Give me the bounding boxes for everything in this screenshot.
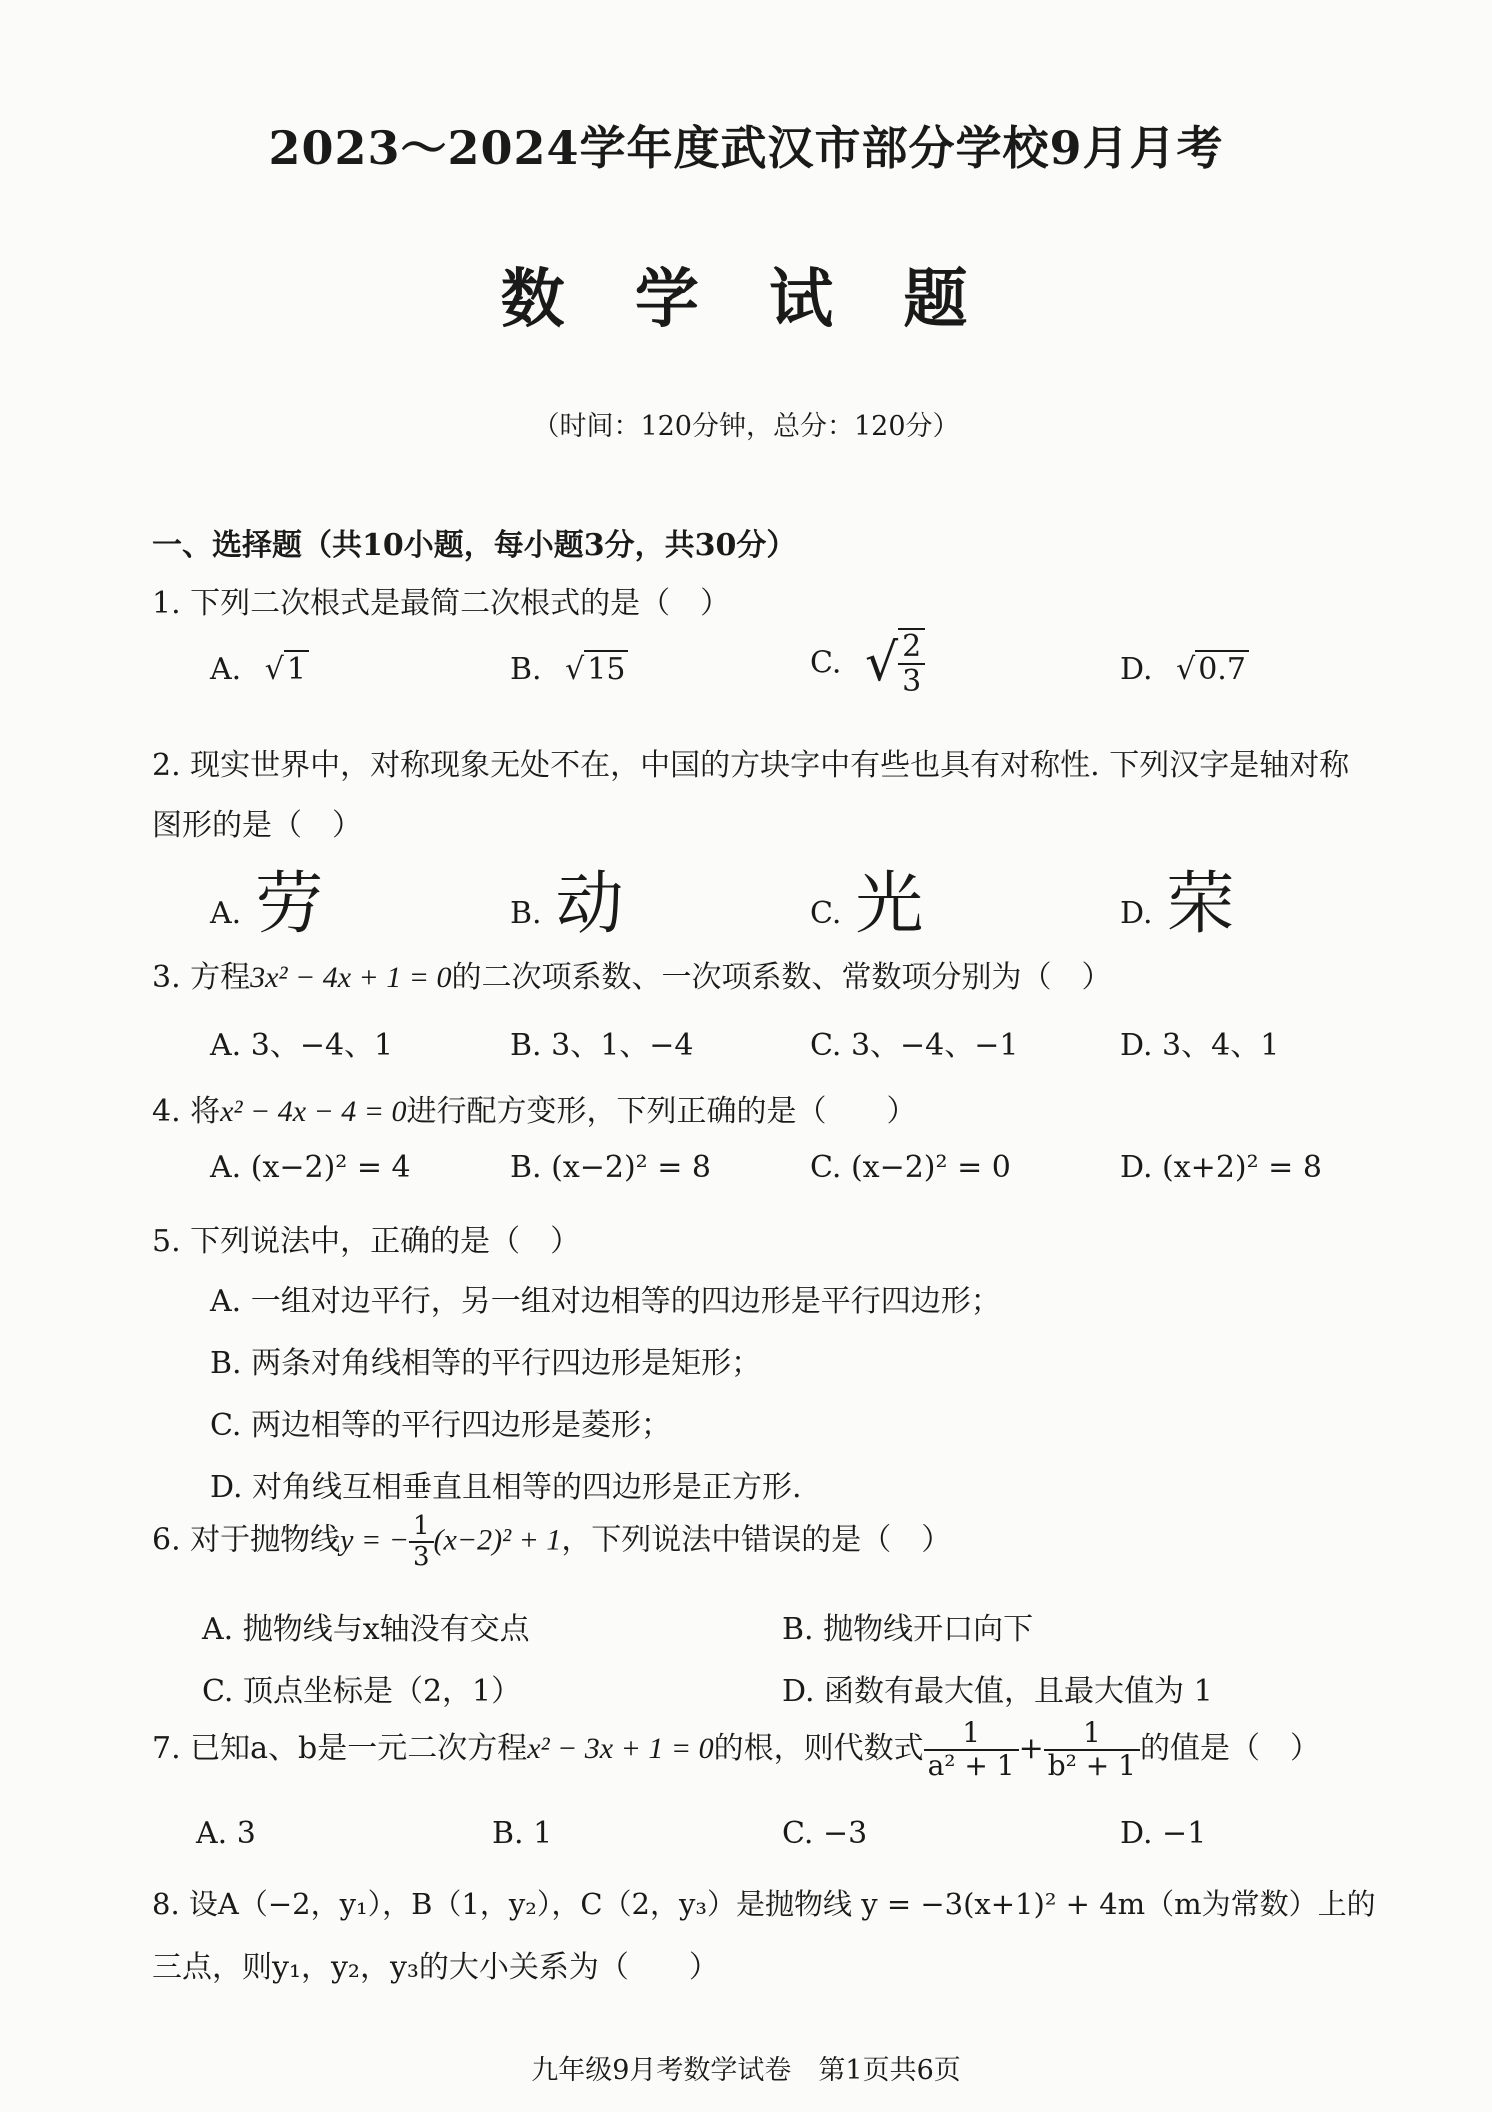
page-footer: 九年级9月考数学试卷 第1页共6页 — [531, 2055, 961, 2086]
q3-option-b: B. 3、1、−4 — [510, 1028, 694, 1063]
stem-text: 的根，则代数式 — [713, 1730, 924, 1766]
plus-sign: + — [1018, 1730, 1044, 1766]
question-8-stem-cont: 三点，则y₁，y₂，y₃的大小关系为（ ） — [152, 1950, 719, 1985]
q5-option-d: D. 对角线互相垂直且相等的四边形是正方形. — [210, 1470, 802, 1505]
numerator: 1 — [924, 1718, 1019, 1751]
q4-option-d: D. (x+2)² = 8 — [1120, 1150, 1322, 1185]
q1-option-c — [810, 628, 925, 698]
stem-text: 4. 将 — [152, 1094, 221, 1129]
q7-option-d: D. −1 — [1120, 1816, 1207, 1851]
option-label: B. — [510, 652, 542, 687]
q4-option-b: B. (x−2)² = 8 — [510, 1150, 711, 1185]
numerator: 1 — [1044, 1718, 1140, 1751]
q2-option-b — [510, 850, 624, 947]
sqrt-sign: √ — [864, 633, 899, 693]
denominator: 3 — [412, 1541, 430, 1572]
option-label: A. — [210, 896, 242, 931]
option-label: A. — [210, 652, 242, 687]
equation: x² − 3x + 1 = 0 — [527, 1731, 714, 1765]
q6-option-d: D. 函数有最大值，且最大值为 1 — [782, 1674, 1213, 1709]
chinese-character: 动 — [555, 865, 624, 944]
option-label: C. — [810, 645, 842, 681]
q6-option-b: B. 抛物线开口向下 — [782, 1612, 1034, 1647]
question-6-stem — [152, 1512, 951, 1571]
equation-part: (x−2)² + 1 — [433, 1523, 562, 1557]
equation-part: y = − — [340, 1523, 409, 1557]
stem-text: 的二次项系数、一次项系数、常数项分别为（ ） — [451, 960, 1112, 995]
question-1-stem: 1. 下列二次根式是最简二次根式的是（ ） — [152, 586, 731, 621]
subject-title: 数 学 试 题 — [500, 262, 992, 337]
section-heading: 一、选择题（共10小题，每小题3分，共30分） — [152, 528, 797, 563]
q3-option-a: A. 3、−4、1 — [210, 1028, 394, 1063]
question-5-stem: 5. 下列说法中，正确的是（ ） — [152, 1224, 581, 1259]
numerator: 1 — [409, 1512, 434, 1543]
question-2-stem-cont: 图形的是（ ） — [152, 808, 362, 843]
question-2-stem: 2. 现实世界中，对称现象无处不在，中国的方块字中有些也具有对称性. 下列汉字是轴对称 — [152, 748, 1350, 783]
radicand: 15 — [584, 650, 628, 687]
option-label: B. — [510, 896, 542, 931]
option-label: D. — [1120, 652, 1153, 687]
q6-option-a: A. 抛物线与x轴没有交点 — [202, 1612, 530, 1647]
exam-info: （时间：120分钟，总分：120分） — [532, 411, 960, 442]
q2-option-d — [1120, 850, 1235, 947]
chinese-character: 劳 — [255, 865, 324, 944]
fraction — [1044, 1718, 1140, 1782]
q3-option-d: D. 3、4、1 — [1120, 1028, 1280, 1063]
q7-option-b: B. 1 — [492, 1816, 553, 1851]
denominator: a² + 1 — [927, 1748, 1015, 1782]
denominator: 3 — [902, 664, 922, 699]
q1-option-a — [210, 652, 309, 687]
stem-text: 的值是（ ） — [1139, 1730, 1320, 1766]
exam-title: 2023～2024学年度武汉市部分学校9月月考 — [268, 121, 1224, 175]
stem-text: 6. 对于抛物线 — [152, 1522, 341, 1558]
option-label: D. — [1120, 896, 1153, 931]
fraction — [898, 628, 925, 698]
q2-option-c — [810, 850, 923, 947]
stem-text: 7. 已知a、b是一元二次方程 — [152, 1730, 528, 1766]
question-4-stem — [152, 1086, 917, 1130]
equation: 3x² − 4x + 1 = 0 — [250, 961, 452, 994]
stem-text: 3. 方程 — [152, 960, 251, 995]
q7-option-c: C. −3 — [782, 1816, 868, 1851]
question-3-stem — [152, 952, 1112, 996]
numerator: 2 — [898, 630, 925, 665]
question-8-stem: 8. 设A（−2，y₁），B（1，y₂），C（2，y₃）是抛物线 y = −3(x+1)² + 4m（m为常数）上的 — [152, 1887, 1376, 1921]
radicand: 0.7 — [1195, 650, 1249, 687]
fraction — [924, 1718, 1019, 1782]
denominator: b² + 1 — [1047, 1748, 1136, 1782]
q5-option-b: B. 两条对角线相等的平行四边形是矩形； — [210, 1346, 762, 1381]
chinese-character: 荣 — [1166, 865, 1235, 944]
option-label: C. — [810, 896, 842, 931]
q4-option-c: C. (x−2)² = 0 — [810, 1150, 1011, 1185]
q5-option-c: C. 两边相等的平行四边形是菱形； — [210, 1408, 671, 1443]
stem-text: 进行配方变形，下列正确的是（ ） — [406, 1094, 917, 1129]
sqrt-expression: √ 15 — [565, 652, 628, 687]
q6-option-c: C. 顶点坐标是（2，1） — [202, 1674, 522, 1709]
sqrt-expression: √ 1 — [265, 652, 309, 687]
q5-option-a: A. 一组对边平行，另一组对边相等的四边形是平行四边形； — [210, 1284, 1001, 1319]
stem-text: ，下列说法中错误的是（ ） — [561, 1522, 952, 1558]
q1-option-b — [510, 652, 628, 687]
q3-option-c: C. 3、−4、−1 — [810, 1028, 1019, 1063]
sqrt-expression: √ 0.7 — [1176, 652, 1249, 687]
radicand: 1 — [284, 650, 309, 687]
question-7-stem — [152, 1718, 1320, 1782]
fraction — [409, 1512, 434, 1571]
q1-option-d — [1120, 652, 1249, 687]
q7-option-a: A. 3 — [196, 1816, 256, 1851]
q4-option-a: A. (x−2)² = 4 — [210, 1150, 411, 1185]
equation: x² − 4x − 4 = 0 — [220, 1095, 407, 1128]
q2-option-a — [210, 850, 323, 947]
chinese-character: 光 — [855, 865, 924, 944]
